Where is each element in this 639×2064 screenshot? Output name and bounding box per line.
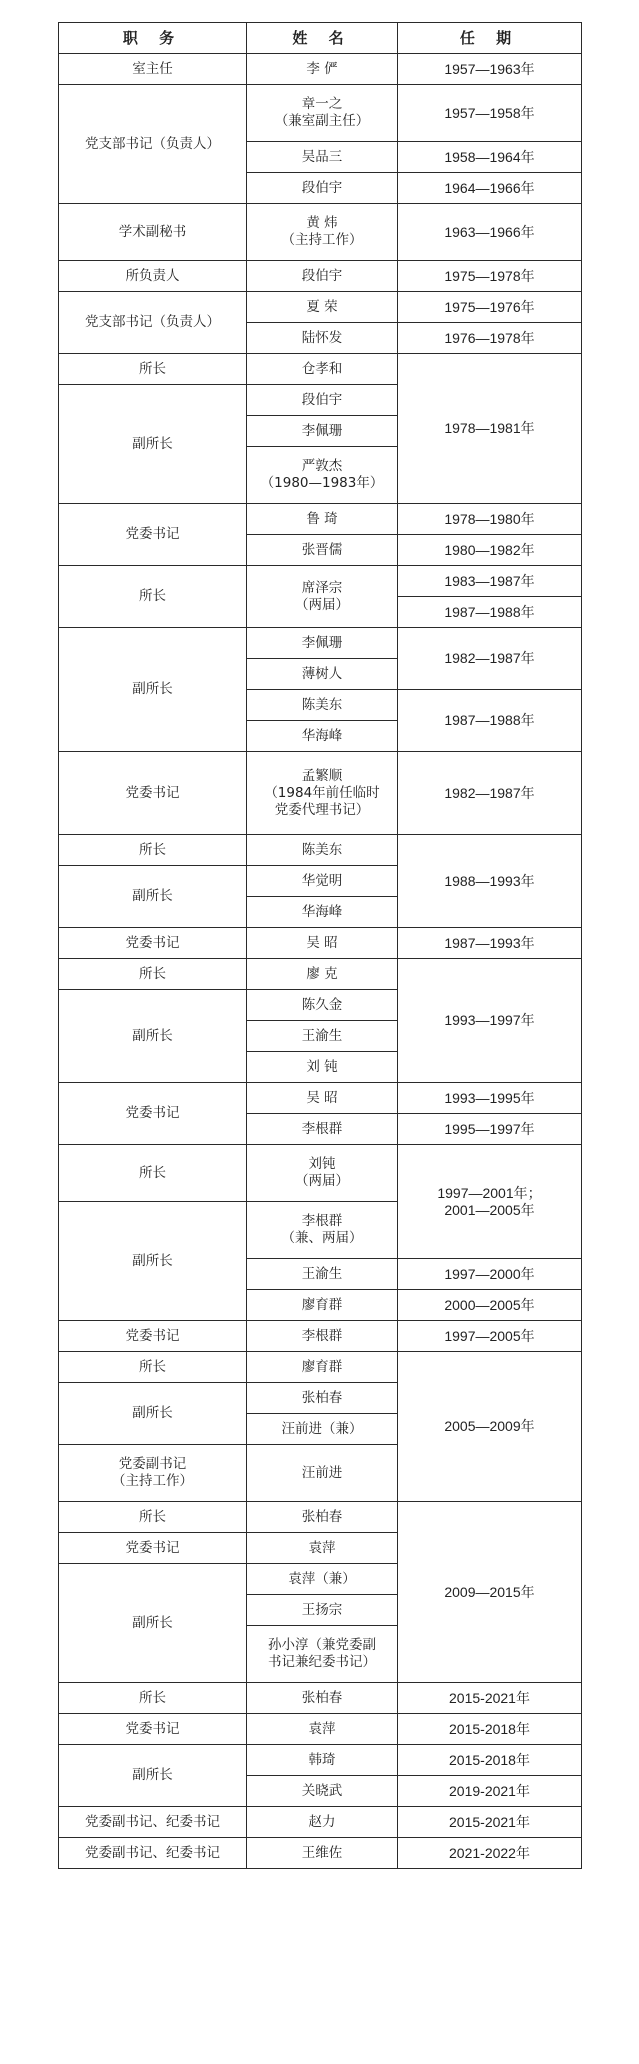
position-cell: 党委书记 (59, 1714, 247, 1745)
name-cell: 段伯宇 (247, 261, 398, 292)
position-cell: 所长 (59, 835, 247, 866)
name-cell: 廖育群 (247, 1290, 398, 1321)
name-cell: 陈久金 (247, 990, 398, 1021)
name-cell: 李佩珊 (247, 416, 398, 447)
name-cell: 王维佐 (247, 1838, 398, 1869)
name-cell: 张晋儒 (247, 535, 398, 566)
table-row (59, 85, 582, 142)
name-cell: 陈美东 (247, 835, 398, 866)
name-cell: 吴 昭 (247, 1083, 398, 1114)
term-cell: 2021-2022年 (398, 1838, 582, 1869)
position-cell: 党支部书记（负责人） (59, 292, 247, 354)
term-cell: 1987—1988年 (398, 597, 582, 628)
name-cell: 席泽宗 （两届） (247, 566, 398, 628)
table-row (59, 354, 582, 385)
table-row (59, 959, 582, 990)
position-cell: 所长 (59, 959, 247, 990)
name-cell: 韩琦 (247, 1745, 398, 1776)
name-cell: 李根群 （兼、两届） (247, 1202, 398, 1259)
name-cell: 段伯宇 (247, 385, 398, 416)
name-cell: 吴 昭 (247, 928, 398, 959)
term-cell: 1957—1963年 (398, 54, 582, 85)
name-cell: 廖 克 (247, 959, 398, 990)
term-cell: 1976—1978年 (398, 323, 582, 354)
name-cell: 李根群 (247, 1114, 398, 1145)
name-cell: 夏 荣 (247, 292, 398, 323)
name-cell: 孙小淳（兼党委副 书记兼纪委书记） (247, 1626, 398, 1683)
term-cell: 1975—1978年 (398, 261, 582, 292)
position-cell: 所长 (59, 1145, 247, 1202)
position-cell: 副所长 (59, 1202, 247, 1321)
position-cell: 所长 (59, 566, 247, 628)
table-row (59, 1714, 582, 1745)
leadership-table (58, 22, 582, 1869)
position-cell: 党委副书记、纪委书记 (59, 1838, 247, 1869)
position-cell: 党委副书记、纪委书记 (59, 1807, 247, 1838)
name-cell: 赵力 (247, 1807, 398, 1838)
term-cell: 2015-2018年 (398, 1745, 582, 1776)
table-row (59, 1838, 582, 1869)
name-cell: 袁萍（兼） (247, 1564, 398, 1595)
table-row (59, 54, 582, 85)
table-row (59, 261, 582, 292)
header-name: 姓 名 (247, 23, 398, 54)
term-cell: 1957—1958年 (398, 85, 582, 142)
name-cell: 王扬宗 (247, 1595, 398, 1626)
term-cell: 1988—1993年 (398, 835, 582, 928)
table-row (59, 1083, 582, 1114)
position-cell: 副所长 (59, 866, 247, 928)
table-row (59, 1502, 582, 1533)
position-cell: 学术副秘书 (59, 204, 247, 261)
position-cell: 所负责人 (59, 261, 247, 292)
term-cell: 1964—1966年 (398, 173, 582, 204)
table-row (59, 292, 582, 323)
name-cell: 华海峰 (247, 721, 398, 752)
position-cell: 所长 (59, 354, 247, 385)
term-cell: 1980—1982年 (398, 535, 582, 566)
name-cell: 李 俨 (247, 54, 398, 85)
name-cell: 张柏春 (247, 1683, 398, 1714)
position-cell: 室主任 (59, 54, 247, 85)
table-row (59, 504, 582, 535)
table-row (59, 566, 582, 597)
term-cell: 2015-2021年 (398, 1683, 582, 1714)
term-cell: 2015-2021年 (398, 1807, 582, 1838)
term-cell: 1983—1987年 (398, 566, 582, 597)
term-cell: 1993—1997年 (398, 959, 582, 1083)
name-cell: 刘钝 （两届） (247, 1145, 398, 1202)
name-cell: 黄 炜 （主持工作） (247, 204, 398, 261)
term-cell: 1978—1981年 (398, 354, 582, 504)
term-cell: 1982—1987年 (398, 628, 582, 690)
name-cell: 张柏春 (247, 1383, 398, 1414)
name-cell: 袁萍 (247, 1533, 398, 1564)
term-cell: 2005—2009年 (398, 1352, 582, 1502)
table-row (59, 752, 582, 835)
name-cell: 陆怀发 (247, 323, 398, 354)
table-row (59, 1745, 582, 1776)
table-container (58, 22, 582, 1869)
term-cell: 1995—1997年 (398, 1114, 582, 1145)
header-term: 任 期 (398, 23, 582, 54)
name-cell: 李佩珊 (247, 628, 398, 659)
position-cell: 党委书记 (59, 752, 247, 835)
term-cell: 2009—2015年 (398, 1502, 582, 1683)
name-cell: 王渝生 (247, 1021, 398, 1052)
name-cell: 鲁 琦 (247, 504, 398, 535)
name-cell: 孟繁顺 （1984年前任临时 党委代理书记） (247, 752, 398, 835)
term-cell: 1997—2005年 (398, 1321, 582, 1352)
table-row (59, 835, 582, 866)
table-row (59, 1321, 582, 1352)
position-cell: 党委书记 (59, 1083, 247, 1145)
term-cell: 1978—1980年 (398, 504, 582, 535)
position-cell: 党委副书记 （主持工作） (59, 1445, 247, 1502)
term-cell: 1975—1976年 (398, 292, 582, 323)
name-cell: 李根群 (247, 1321, 398, 1352)
position-cell: 副所长 (59, 1745, 247, 1807)
term-cell: 1993—1995年 (398, 1083, 582, 1114)
term-cell: 1997—2000年 (398, 1259, 582, 1290)
name-cell: 廖育群 (247, 1352, 398, 1383)
table-row (59, 204, 582, 261)
header-row (59, 23, 582, 54)
name-cell: 王渝生 (247, 1259, 398, 1290)
table-row (59, 1807, 582, 1838)
position-cell: 副所长 (59, 990, 247, 1083)
position-cell: 副所长 (59, 385, 247, 504)
position-cell: 党委书记 (59, 1321, 247, 1352)
term-cell: 1997—2001年； 2001—2005年 (398, 1145, 582, 1259)
name-cell: 仓孝和 (247, 354, 398, 385)
name-cell: 华海峰 (247, 897, 398, 928)
name-cell: 张柏春 (247, 1502, 398, 1533)
name-cell: 陈美东 (247, 690, 398, 721)
position-cell: 副所长 (59, 1383, 247, 1445)
term-cell: 2015-2018年 (398, 1714, 582, 1745)
table-row (59, 1145, 582, 1202)
position-cell: 所长 (59, 1502, 247, 1533)
name-cell: 薄树人 (247, 659, 398, 690)
term-cell: 1958—1964年 (398, 142, 582, 173)
position-cell: 党支部书记（负责人） (59, 85, 247, 204)
name-cell: 袁萍 (247, 1714, 398, 1745)
table-row (59, 928, 582, 959)
name-cell: 华觉明 (247, 866, 398, 897)
table-row (59, 1352, 582, 1383)
position-cell: 副所长 (59, 1564, 247, 1683)
name-cell: 汪前进 (247, 1445, 398, 1502)
term-cell: 1982—1987年 (398, 752, 582, 835)
name-cell: 关晓武 (247, 1776, 398, 1807)
name-cell: 汪前进（兼） (247, 1414, 398, 1445)
term-cell: 1987—1993年 (398, 928, 582, 959)
term-cell: 1987—1988年 (398, 690, 582, 752)
position-cell: 党委书记 (59, 928, 247, 959)
term-cell: 2000—2005年 (398, 1290, 582, 1321)
term-cell: 1963—1966年 (398, 204, 582, 261)
name-cell: 严敦杰 （1980—1983年） (247, 447, 398, 504)
table-row (59, 628, 582, 659)
position-cell: 副所长 (59, 628, 247, 752)
position-cell: 党委书记 (59, 504, 247, 566)
table-row (59, 1683, 582, 1714)
term-cell: 2019-2021年 (398, 1776, 582, 1807)
name-cell: 章一之 （兼室副主任） (247, 85, 398, 142)
name-cell: 刘 钝 (247, 1052, 398, 1083)
header-position: 职 务 (59, 23, 247, 54)
name-cell: 段伯宇 (247, 173, 398, 204)
name-cell: 吴品三 (247, 142, 398, 173)
position-cell: 所长 (59, 1683, 247, 1714)
position-cell: 所长 (59, 1352, 247, 1383)
position-cell: 党委书记 (59, 1533, 247, 1564)
